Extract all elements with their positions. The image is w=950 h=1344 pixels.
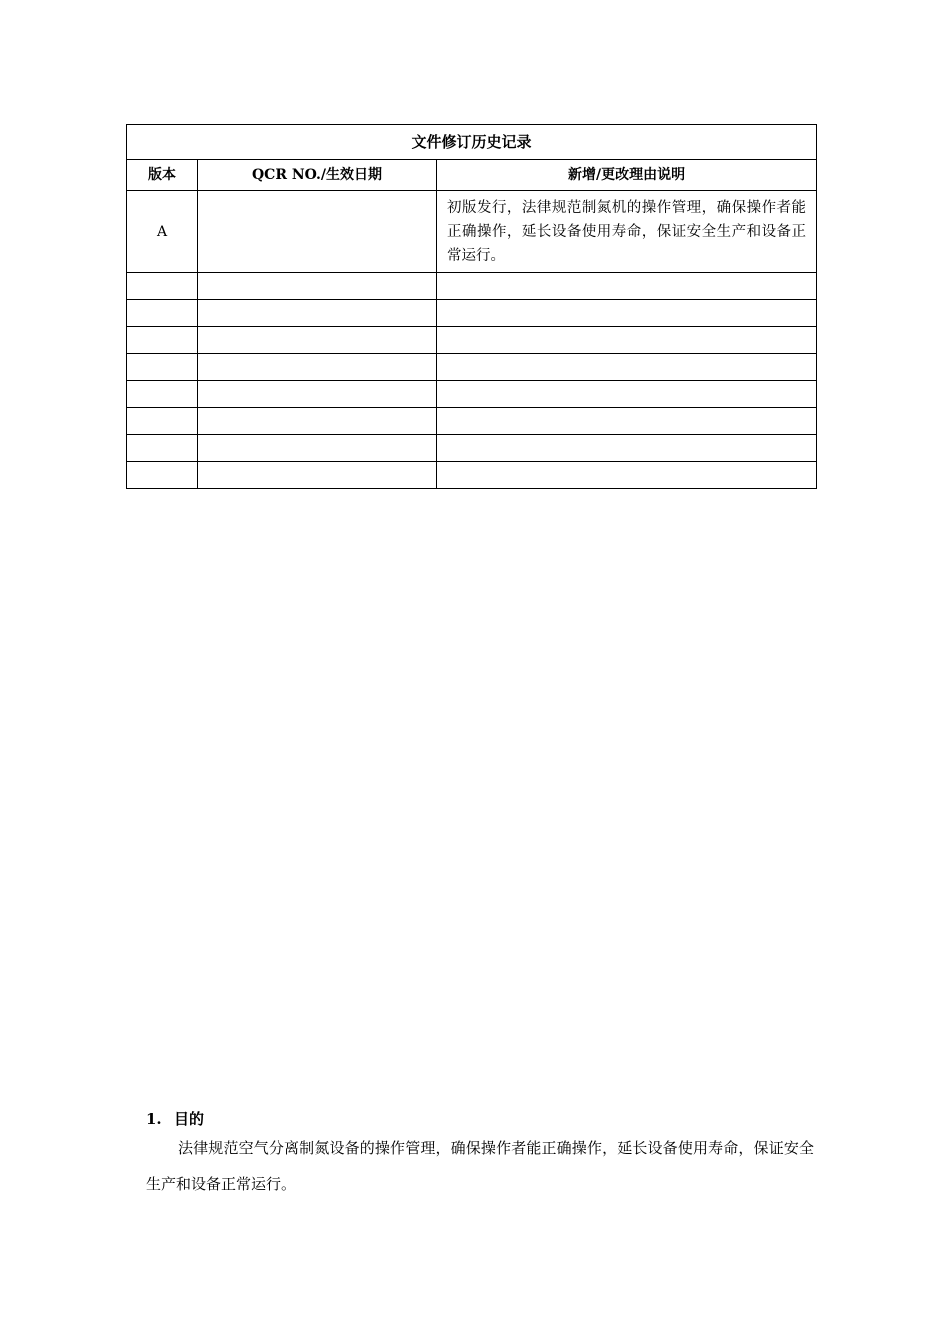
table-row-empty: [127, 327, 817, 354]
cell-reason: 初版发行，法律规范制氮机的操作管理，确保操作者能正确操作，延长设备使用寿命，保证安全生产和设备正常运行。: [437, 191, 817, 273]
cell-version: A: [127, 191, 198, 273]
revision-history-table: [126, 124, 817, 489]
section-heading: [146, 1108, 814, 1130]
column-header-reason: 新增/更改理由说明: [437, 160, 817, 191]
section-number: 1.: [146, 1110, 162, 1128]
table-row-empty: [127, 381, 817, 408]
cell-qcr-date: [198, 191, 437, 273]
table-row-empty: [127, 300, 817, 327]
column-header-qcr-date: QCR NO./生效日期: [198, 160, 437, 191]
table-row-empty: [127, 435, 817, 462]
table-row-empty: [127, 273, 817, 300]
table-row: [127, 191, 817, 273]
column-header-version: 版本: [127, 160, 198, 191]
table-row-empty: [127, 408, 817, 435]
table-title: 文件修订历史记录: [127, 125, 817, 160]
section-paragraph: 法律规范空气分离制氮设备的操作管理，确保操作者能正确操作，延长设备使用寿命，保证安全生产和设备正常运行。: [146, 1139, 814, 1193]
section-purpose: [146, 1108, 814, 1202]
section-title: 目的: [174, 1110, 205, 1128]
table-row-empty: [127, 462, 817, 489]
table-row-empty: [127, 354, 817, 381]
